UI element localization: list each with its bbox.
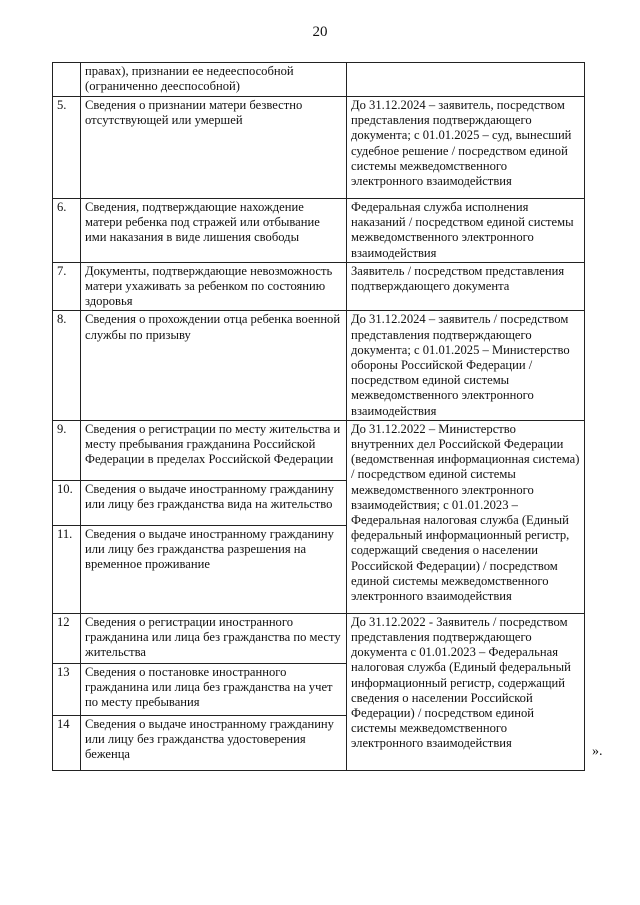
row-number: 9. [53, 420, 81, 480]
row-description: Сведения о регистрации иностранного гражданина или лица без гражданства по месту жительства [81, 613, 347, 663]
row-description: Сведения о выдаче иностранному гражданину или лицу без гражданства разрешения на временное проживание [81, 525, 347, 613]
row-number: 12 [53, 613, 81, 663]
row-number: 10. [53, 480, 81, 525]
row-description: Сведения о выдаче иностранному гражданину или лицу без гражданства вида на жительство [81, 480, 347, 525]
row-source: Федеральная служба исполнения наказаний / посредством единой системы межведомственного электронного взаимодействия [347, 199, 585, 263]
table-row [53, 199, 585, 263]
row-description: Документы, подтверждающие невозможность матери ухаживать за ребенком по состоянию здоровья [81, 262, 347, 311]
row-number: 13 [53, 663, 81, 715]
row-source: До 31.12.2022 – Министерство внутренних дел Российской Федерации (ведомственная информационная система) / посредством единой системы межведомственного электронного взаимодействия; с 01.01.2023 – Федеральная налоговая служба (Единый федеральный информационный регистр, содержащий сведения о населении Российской Федерации) / посредством единой системы межведомственного электронного взаимодействия [347, 420, 585, 613]
table-row [53, 420, 585, 480]
row-source: Заявитель / посредством представления подтверждающего документа [347, 262, 585, 311]
row-description: правах), признании ее недееспособной (ограниченно дееспособной) [81, 63, 347, 97]
closing-quote: ». [592, 744, 603, 759]
row-number: 6. [53, 199, 81, 263]
document-table [52, 62, 585, 771]
row-source: До 31.12.2022 - Заявитель / посредством представления подтверждающего документа с 01.01.2023 – Федеральная налоговая служба (Единый федеральный информационный регистр, содержащий сведения о населении Российской Федерации) / посредством единой системы межведомственного электронного взаимодействия [347, 613, 585, 770]
row-number: 8. [53, 311, 81, 420]
table-row [53, 311, 585, 420]
row-number [53, 63, 81, 97]
row-description: Сведения, подтверждающие нахождение матери ребенка под стражей или отбывание ими наказания в виде лишения свободы [81, 199, 347, 263]
row-number: 7. [53, 262, 81, 311]
row-description: Сведения о прохождении отца ребенка военной службы по призыву [81, 311, 347, 420]
row-description: Сведения о регистрации по месту жительства и месту пребывания гражданина Российской Федерации в пределах Российской Федерации [81, 420, 347, 480]
row-number: 5. [53, 97, 81, 199]
row-number: 11. [53, 525, 81, 613]
page-number: 20 [312, 24, 328, 40]
table-row [53, 613, 585, 663]
table-row [53, 97, 585, 199]
row-number: 14 [53, 715, 81, 770]
row-description: Сведения о признании матери безвестно отсутствующей или умершей [81, 97, 347, 199]
row-source: До 31.12.2024 – заявитель / посредством представления подтверждающего документа; с 01.01.2025 – Министерство обороны Российской Федерации / посредством единой системы межведомственного электронного взаимодействия [347, 311, 585, 420]
row-source: До 31.12.2024 – заявитель, посредством представления подтверждающего документа; с 01.01.2025 – суд, вынесший судебное решение / посредством единой системы межведомственного электронного взаимодействия [347, 97, 585, 199]
row-description: Сведения о постановке иностранного гражданина или лица без гражданства на учет по месту пребывания [81, 663, 347, 715]
table-row [53, 63, 585, 97]
table-row [53, 262, 585, 311]
row-description: Сведения о выдаче иностранному гражданину или лицу без гражданства удостоверения беженца [81, 715, 347, 770]
row-source [347, 63, 585, 97]
